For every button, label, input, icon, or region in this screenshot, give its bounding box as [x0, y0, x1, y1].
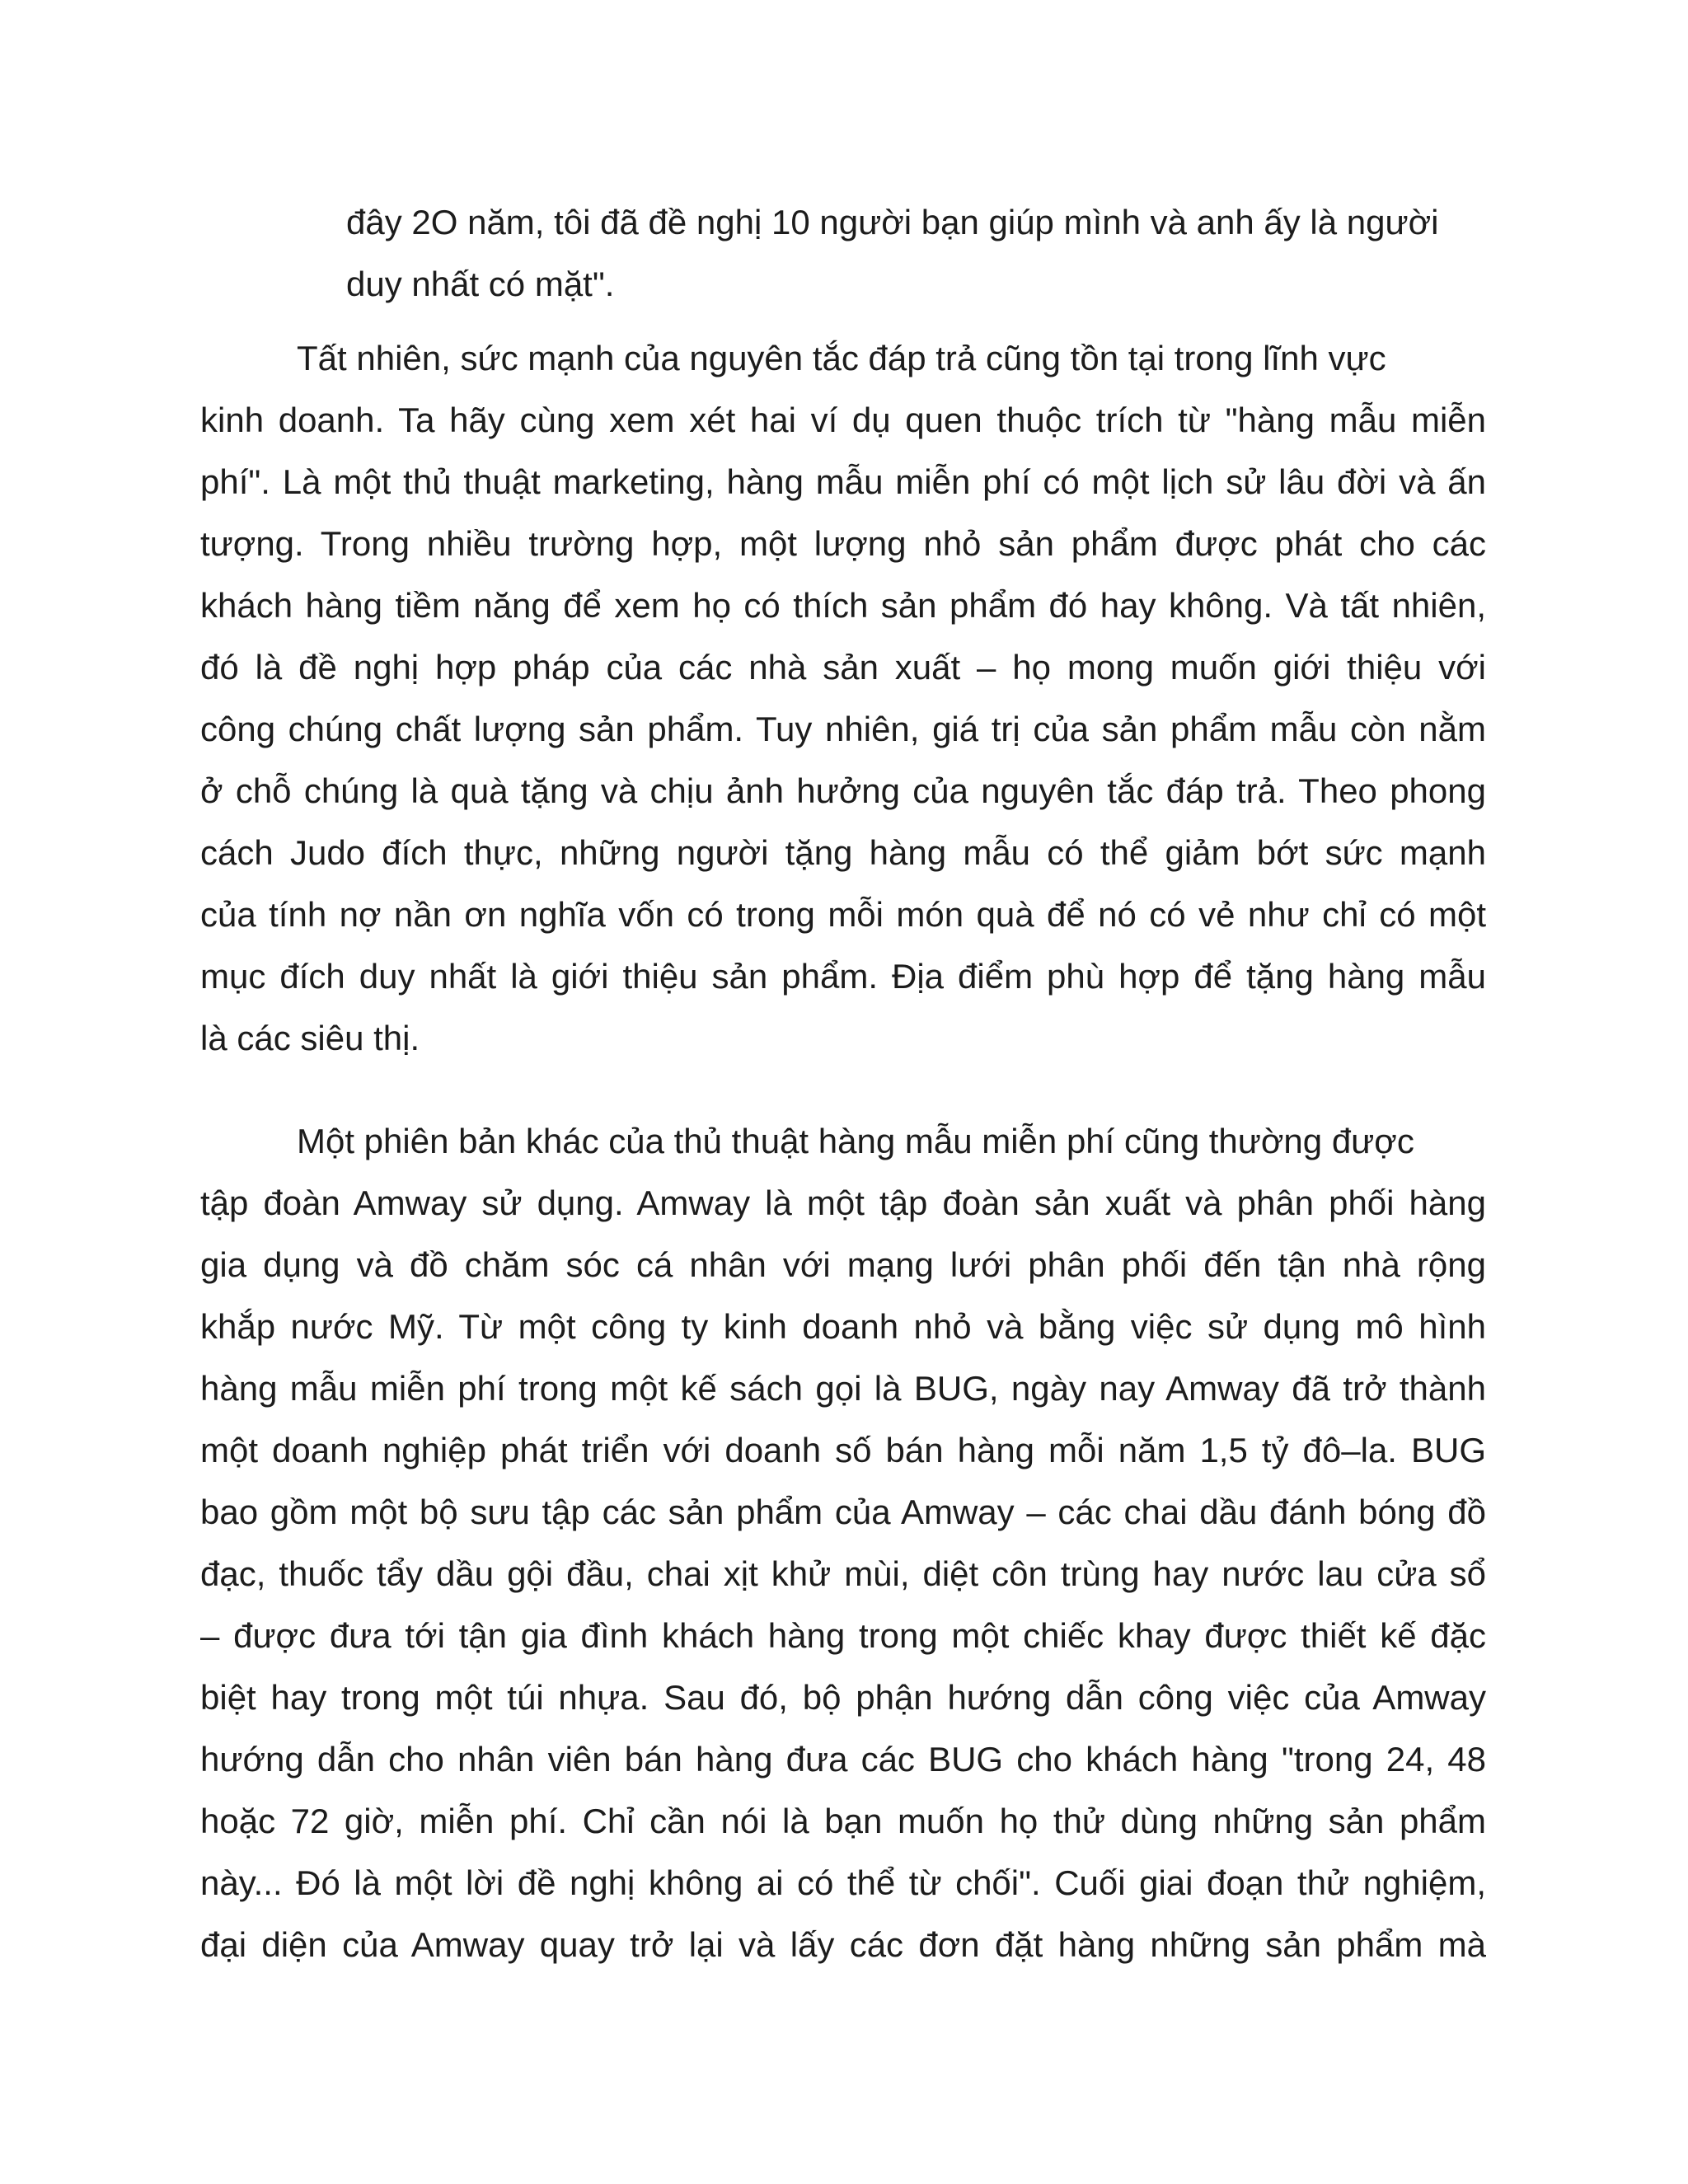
paragraph-line: khắp nước Mỹ. Từ một công ty kinh doanh nhỏ và bằng việc sử dụng mô hình: [200, 1307, 1486, 1346]
paragraph-line: đó là đề nghị hợp pháp của các nhà sản xuất – họ mong muốn giới thiệu với: [200, 648, 1486, 687]
paragraph-line: kinh doanh. Ta hãy cùng xem xét hai ví dụ quen thuộc trích từ "hàng mẫu miễn: [200, 401, 1486, 439]
paragraph-line: một doanh nghiệp phát triển với doanh số bán hàng mỗi năm 1,5 tỷ đô–la. BUG: [200, 1431, 1486, 1469]
paragraph-line: bao gồm một bộ sưu tập các sản phẩm của Amway – các chai dầu đánh bóng đồ: [200, 1493, 1486, 1531]
paragraph-line: cách Judo đích thực, những người tặng hàng mẫu có thể giảm bớt sức mạnh: [200, 833, 1486, 872]
paragraph-line: là các siêu thị.: [200, 1019, 420, 1057]
paragraph-line: của tính nợ nần ơn nghĩa vốn có trong mỗi món quà để nó có vẻ như chỉ có một: [200, 895, 1486, 934]
paragraph-line: phí". Là một thủ thuật marketing, hàng mẫu miễn phí có một lịch sử lâu đời và ấn: [200, 462, 1486, 501]
paragraph-line: mục đích duy nhất là giới thiệu sản phẩm. Địa điểm phù hợp để tặng hàng mẫu: [200, 957, 1486, 996]
paragraph-line: – được đưa tới tận gia đình khách hàng trong một chiếc khay được thiết kế đặc: [200, 1616, 1486, 1655]
paragraph-line: đại diện của Amway quay trở lại và lấy các đơn đặt hàng những sản phẩm mà: [200, 1925, 1486, 1964]
paragraph-line: hàng mẫu miễn phí trong một kế sách gọi là BUG, ngày nay Amway đã trở thành: [200, 1369, 1486, 1408]
paragraph-line: hoặc 72 giờ, miễn phí. Chỉ cần nói là bạn muốn họ thử dùng những sản phẩm: [200, 1802, 1486, 1840]
paragraph-line: tập đoàn Amway sử dụng. Amway là một tập đoàn sản xuất và phân phối hàng: [200, 1183, 1486, 1222]
paragraph-line: tượng. Trong nhiều trường hợp, một lượng nhỏ sản phẩm được phát cho các: [200, 524, 1486, 563]
paragraph-line: khách hàng tiềm năng để xem họ có thích sản phẩm đó hay không. Và tất nhiên,: [200, 586, 1486, 625]
paragraph-line: hướng dẫn cho nhân viên bán hàng đưa các BUG cho khách hàng "trong 24, 48: [200, 1740, 1486, 1779]
quote-line: duy nhất có mặt".: [346, 265, 615, 303]
paragraph-line: biệt hay trong một túi nhựa. Sau đó, bộ phận hướng dẫn công việc của Amway: [200, 1678, 1486, 1717]
paragraph-line: Tất nhiên, sức mạnh của nguyên tắc đáp trả cũng tồn tại trong lĩnh vực: [297, 339, 1386, 377]
paragraph-line: đạc, thuốc tẩy dầu gội đầu, chai xịt khử mùi, diệt côn trùng hay nước lau cửa sổ: [200, 1554, 1486, 1593]
quote-line: đây 2O năm, tôi đã đề nghị 10 người bạn giúp mình và anh ấy là người: [346, 203, 1439, 241]
paragraph-line: gia dụng và đồ chăm sóc cá nhân với mạng lưới phân phối đến tận nhà rộng: [200, 1245, 1486, 1284]
paragraph-line: công chúng chất lượng sản phẩm. Tuy nhiên, giá trị của sản phẩm mẫu còn nằm: [200, 710, 1486, 748]
paragraph-line: này... Đó là một lời đề nghị không ai có thể từ chối". Cuối giai đoạn thử nghiệm,: [200, 1863, 1486, 1902]
paragraph-line: ở chỗ chúng là quà tặng và chịu ảnh hưởng của nguyên tắc đáp trả. Theo phong: [200, 771, 1486, 810]
paragraph-line: Một phiên bản khác của thủ thuật hàng mẫu miễn phí cũng thường được: [297, 1122, 1414, 1160]
